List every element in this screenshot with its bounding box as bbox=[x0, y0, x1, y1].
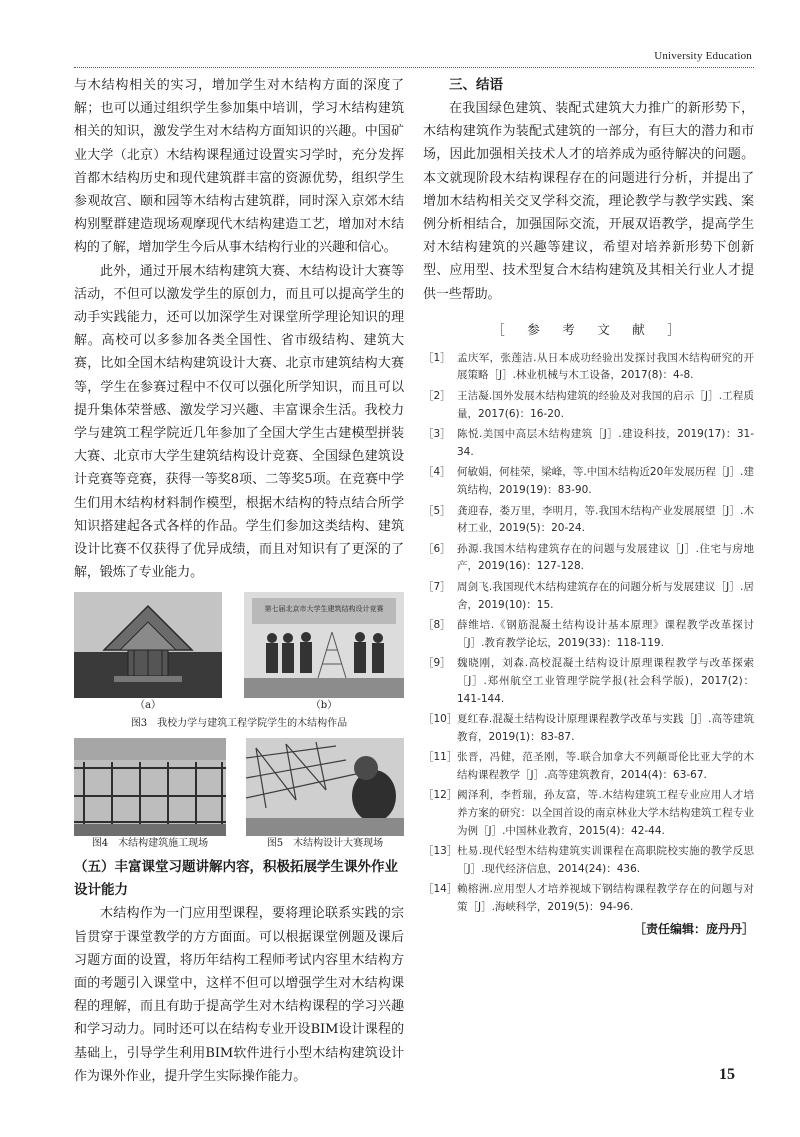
reference-text: 孟庆军，张莲洁.从日本成功经验出发探讨我国木结构研究的开展策略［J］.林业机械与木工设备，2017(8)：4-8. bbox=[457, 351, 754, 382]
reference-item bbox=[423, 749, 754, 784]
reference-item bbox=[423, 655, 754, 708]
reference-item bbox=[423, 787, 754, 840]
reference-text: 魏晓刚，刘森.高校混凝土结构设计原理课程教学与改革探索［J］.郑州航空工业管理学院学报(社会科学版)，2017(2)：141-144. bbox=[457, 657, 754, 705]
reference-text: 杜易.现代轻型木结构建筑实训课程在高职院校实施的教学反思［J］.现代经济信息，2014(24)：436. bbox=[457, 845, 754, 875]
construction-site-photo bbox=[74, 738, 226, 836]
figure-4-caption: 图4 木结构建筑施工现场 bbox=[91, 838, 209, 850]
reference-item bbox=[423, 617, 754, 652]
reference-text: 张晋，冯健，范圣刚，等.联合加拿大不列颠哥伦比亚大学的木结构课程教学［J］.高等建筑教育，2014(4)：63-67. bbox=[457, 751, 754, 781]
reference-number: ［14］ bbox=[423, 883, 458, 896]
figure-3-caption: 图3 我校力学与建筑工程学院学生的木结构作品 bbox=[130, 718, 348, 730]
figure-3b-label: （b） bbox=[310, 700, 338, 712]
reference-number: ［5］ bbox=[423, 504, 451, 517]
reference-list bbox=[423, 350, 754, 917]
paragraph-conclusion: 在我国绿色建筑、装配式建筑大力推广的新形势下，木结构建筑作为装配式建筑的一部分，有巨大的潜力和市场，因此加强相关技术人才的培养成为亟待解决的问题。本文就现阶段木结构课程存在的问题进行分析，并提出了增加木结构相关交叉学科交流，理论教学与教学实践、案例分析相结合，加强国际交流，开展双语教学，提高学生对木结构建筑的兴趣等建议，希望对培养新形势下创新型、应用型、技术型复合木结构建筑及其相关行业人才提供一些帮助。 bbox=[423, 101, 754, 302]
reference-text: 周剑飞.我国现代木结构建筑存在的问题分析与发展建议［J］.居舍，2019(10)：15. bbox=[457, 580, 754, 611]
reference-number: ［2］ bbox=[423, 390, 451, 403]
reference-item bbox=[423, 426, 754, 461]
paragraph-competitions: 此外，通过开展木结构建筑大赛、木结构设计大赛等活动，不但可以激发学生的原创力，而且可以提高学生的动手实践能力，还可以加深学生对课堂所学理论知识的理解。高校可以多参加各类全国性、省市级结构、建筑大赛，比如全国木结构建筑设计大赛、北京市建筑结构大赛等，学生在参赛过程中不仅可以强化所学知识，而且可以提升集体荣誉感、激发学习兴趣、丰富课余生活。我校力学与建筑工程学院近几年参加了全国大学生古建模型拼装大赛、北京市大学生建筑结构设计竞赛、全国绿色建筑设计竞赛等竞赛，获得一等奖8项、二等奖5项。在竞赛中学生们用木结构材料制作模型，根据木结构的特点结合所学知识搭建起各式各样的作品。学生们参加这类结构、建筑设计比赛不仅获得了优异成绩，而且对知识有了更深的了解，锻炼了专业能力。 bbox=[74, 263, 404, 581]
page-number: 15 bbox=[719, 1066, 735, 1083]
reference-item bbox=[423, 579, 754, 614]
left-column bbox=[74, 74, 404, 1088]
reference-item bbox=[423, 503, 754, 538]
reference-item bbox=[423, 541, 754, 576]
figure-4-5 bbox=[74, 738, 404, 852]
reference-text: 陈悦.美国中高层木结构建筑［J］.建设科技，2019(17)：31-34. bbox=[457, 428, 754, 458]
figure-3b-photo bbox=[244, 592, 404, 698]
responsible-editor: ［责任编辑：庞丹丹］ bbox=[633, 921, 754, 936]
reference-item bbox=[423, 388, 754, 423]
reference-text: 赖榕洲.应用型人才培养视域下钢结构课程教学存在的问题与对策［J］.海峡科学，2019(5)：94-96. bbox=[457, 883, 754, 914]
reference-item bbox=[423, 843, 754, 878]
header-divider bbox=[74, 67, 754, 68]
reference-item bbox=[423, 350, 754, 385]
figure-4-photo bbox=[74, 738, 226, 836]
reference-number: ［9］ bbox=[423, 657, 451, 670]
reference-text: 王洁凝.国外发展木结构建筑的经验及对我国的启示［J］.工程质量，2017(6)：16-20. bbox=[457, 390, 754, 420]
reference-item bbox=[423, 464, 754, 499]
reference-number: ［7］ bbox=[423, 580, 451, 593]
figure-5-caption: 图5 木结构设计大赛现场 bbox=[266, 838, 384, 850]
reference-number: ［1］ bbox=[423, 351, 451, 364]
figure-3 bbox=[74, 592, 404, 732]
reference-number: ［4］ bbox=[423, 466, 451, 479]
reference-text: 薛维培.《钢筋混凝土结构设计基本原理》课程教学改革探讨［J］.教育教学论坛，2019(33)：118-119. bbox=[457, 619, 754, 649]
reference-number: ［11］ bbox=[423, 751, 458, 764]
reference-number: ［8］ bbox=[423, 619, 451, 632]
section-heading-5: （五）丰富课堂习题讲解内容，积极拓展学生课外作业设计能力 bbox=[74, 859, 398, 899]
reference-number: ［10］ bbox=[423, 713, 458, 726]
reference-item bbox=[423, 881, 754, 916]
right-column bbox=[423, 74, 754, 937]
references-title: ［ 参 考 文 献 ］ bbox=[492, 321, 685, 337]
reference-text: 阙泽利，李哲瑞，孙友富，等.木结构建筑工程专业应用人才培养方案的研究：以全国首设的南京林业大学木结构建筑工程专业为例［J］.中国林业教育，2015(4)：42-44. bbox=[457, 789, 754, 837]
figure-5-photo bbox=[246, 738, 404, 836]
design-contest-photo bbox=[246, 738, 404, 836]
wood-model-photo bbox=[74, 592, 222, 698]
reference-number: ［12］ bbox=[423, 789, 458, 802]
reference-text: 龚迎春，娄万里，李明月，等.我国木结构产业发展展望［J］.木材工业，2019(5)：20-24. bbox=[457, 504, 754, 535]
figure-3a-label: （a） bbox=[135, 700, 161, 712]
reference-number: ［6］ bbox=[423, 542, 451, 555]
section-heading-conclusion: 三、结语 bbox=[449, 77, 503, 93]
paragraph-classroom-exercises: 木结构作为一门应用型课程，要将理论联系实践的宗旨贯穿于课堂教学的方方面面。可以根据课堂例题及课后习题方面的设置，将历年结构工程师考试内容里木结构方面的考题引入课堂中，这样不但可以增强学生对木结构课程的理解，而且有助于提高学生对木结构课程的学习兴趣和学习动力。同时还可以在结构专业开设BIM设计课程的基础上，引导学生利用BIM软件进行小型木结构建筑设计作为课外作业，提升学生实际操作能力。 bbox=[74, 906, 404, 1084]
reference-number: ［13］ bbox=[423, 845, 458, 858]
reference-text: 何敏娟，何桂荣，梁峰，等.中国木结构近20年发展历程［J］.建筑结构，2019(19)：83-90. bbox=[457, 466, 754, 496]
reference-text: 孙源.我国木结构建筑存在的问题与发展建议［J］.住宅与房地产，2019(16)：127-128. bbox=[457, 542, 754, 573]
reference-item bbox=[423, 711, 754, 746]
paragraph-internship: 与木结构相关的实习，增加学生对木结构方面的深度了解；也可以通过组织学生参加集中培训，学习木结构建筑相关的知识，激发学生对木结构方面知识的兴趣。中国矿业大学（北京）木结构课程通过设置实习学时，充分发挥首都木结构历史和现代建筑群丰富的资源优势，组织学生参观故宫、颐和园等木结构古建筑群，同时深入京郊木结构别墅群建造现场观摩现代木结构建造工艺，增加对木结构的了解，增加学生今后从事木结构行业的兴趣和信心。 bbox=[74, 78, 404, 256]
reference-text: 夏红春.混凝土结构设计原理课程教学改革与实践［J］.高等建筑教育，2019(1)：83-87. bbox=[457, 713, 754, 743]
figure-3a-photo bbox=[74, 592, 222, 698]
competition-banner-text: 第七届北京市大学生建筑结构设计竞赛 bbox=[264, 605, 384, 614]
reference-number: ［3］ bbox=[423, 428, 451, 441]
journal-header: University Education bbox=[654, 50, 752, 62]
